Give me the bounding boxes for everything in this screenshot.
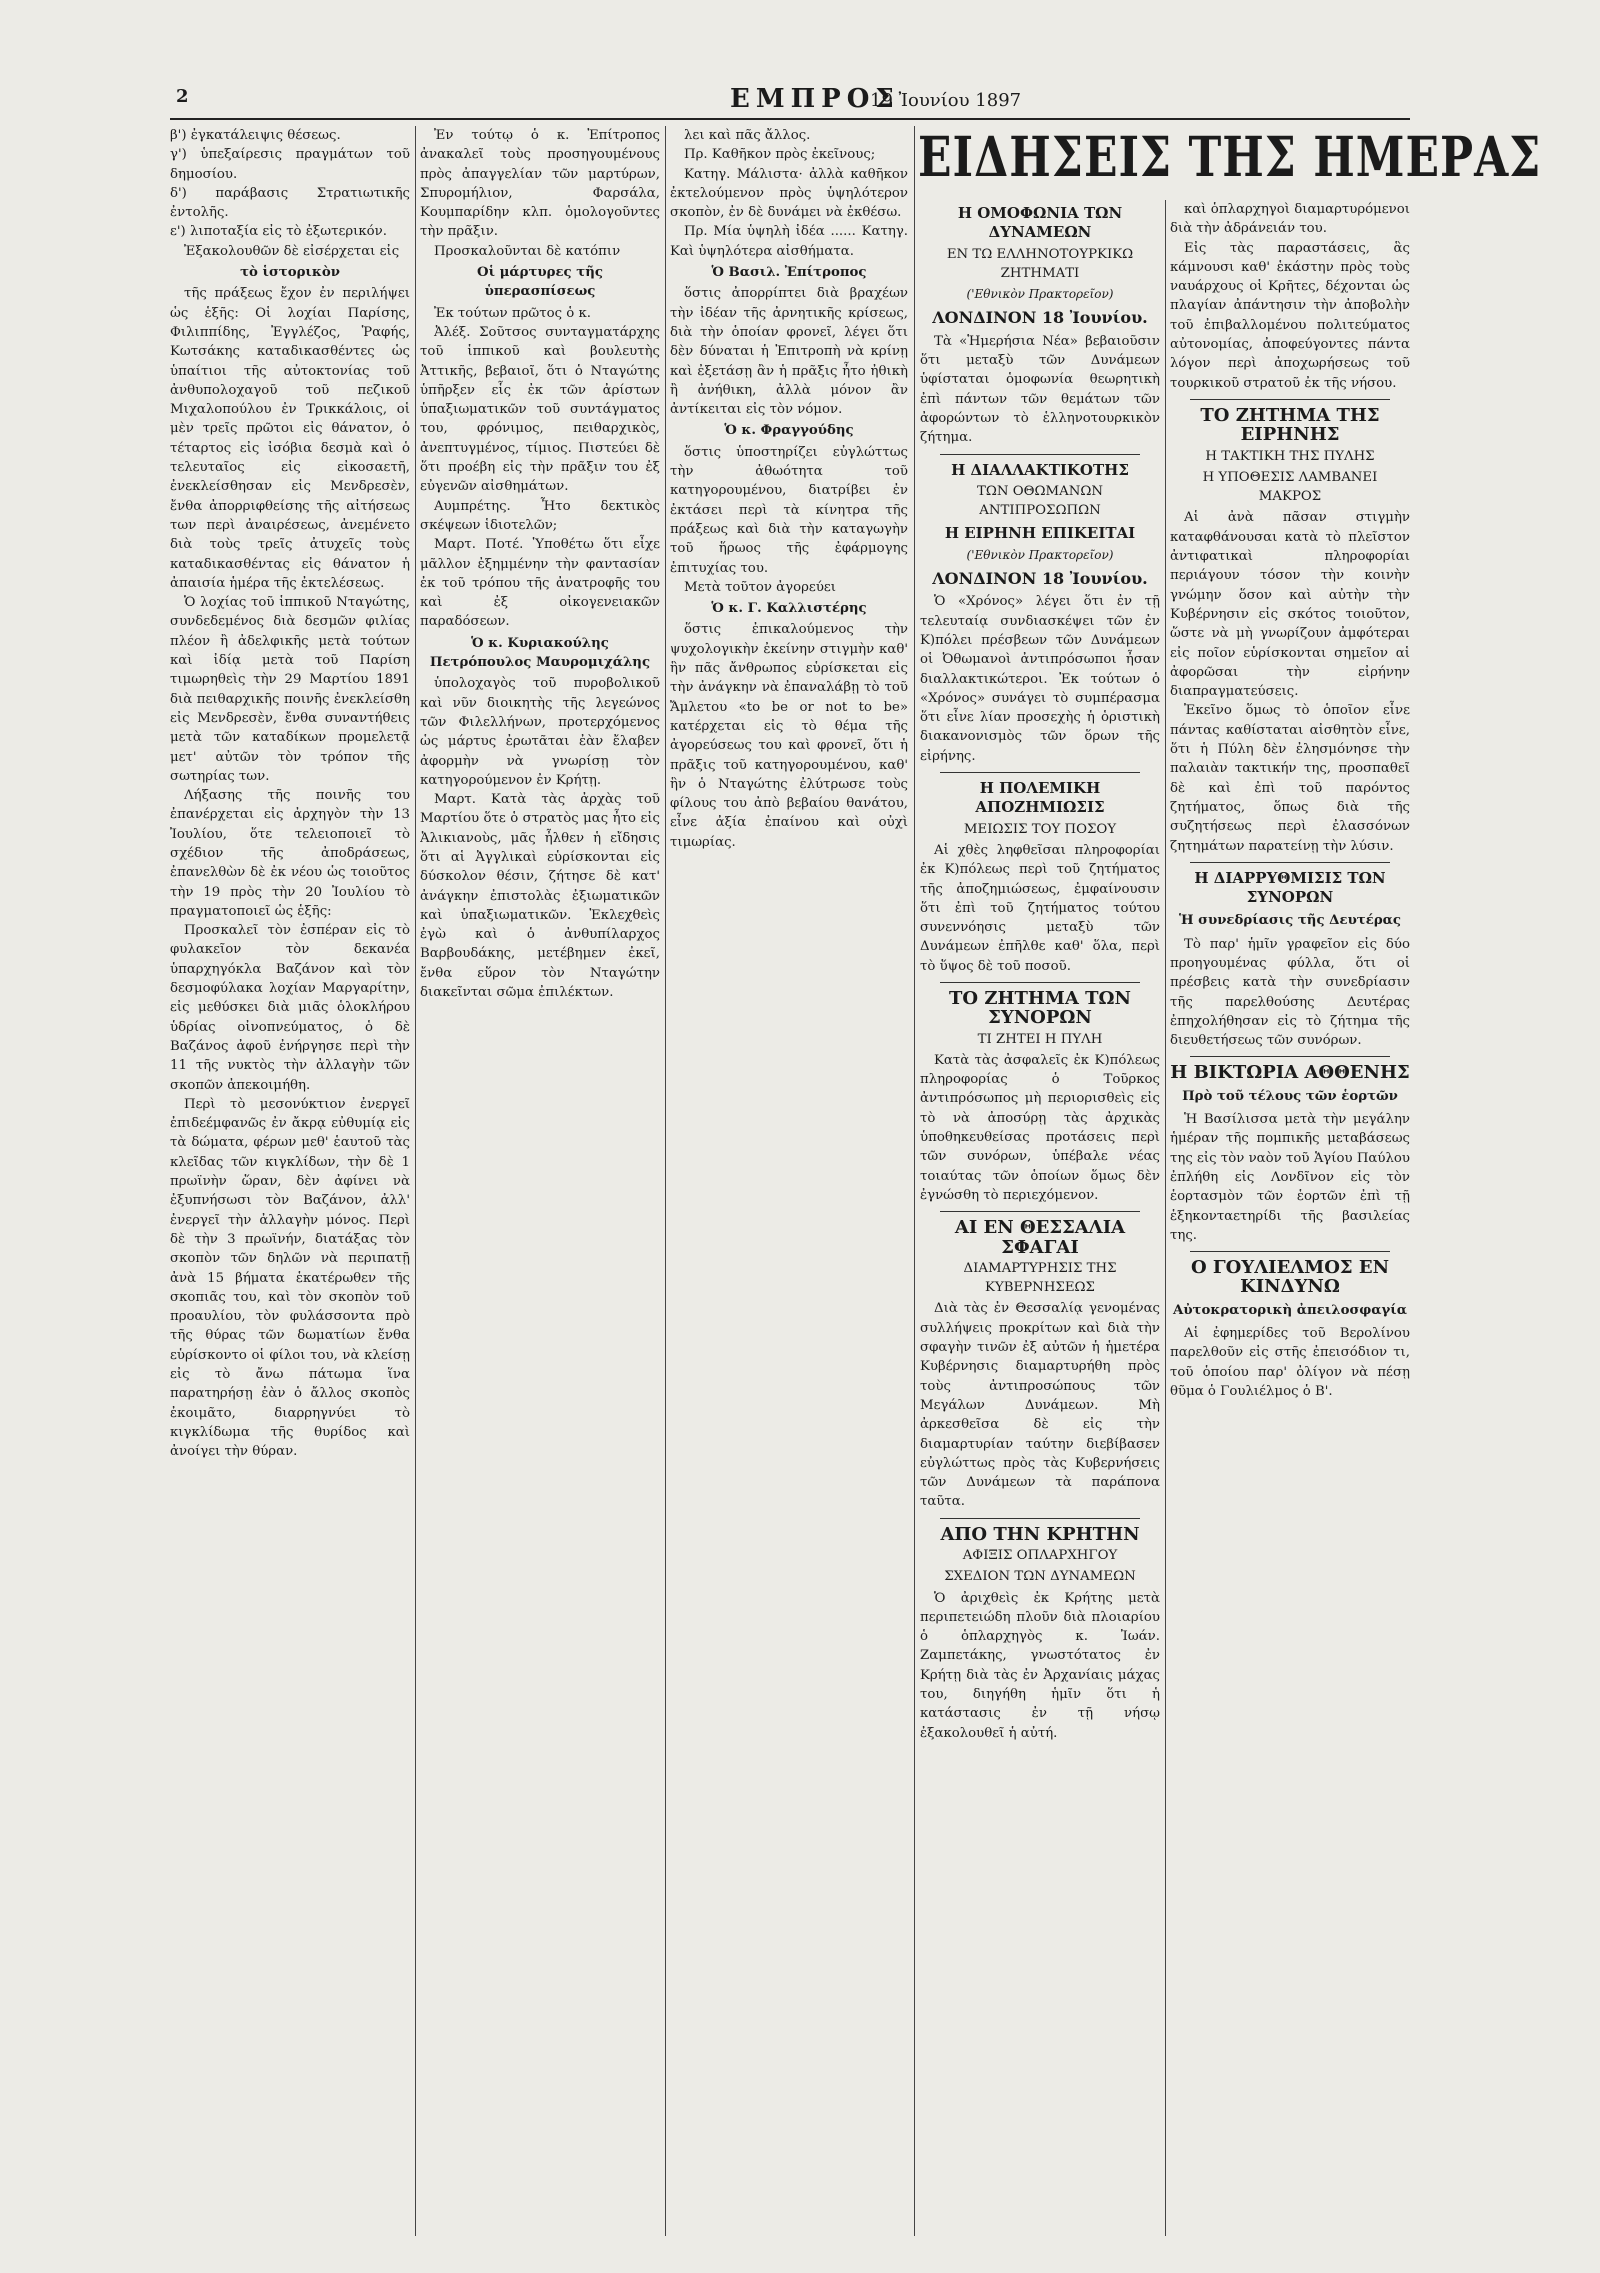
paragraph: Πρ. Καθῆκον πρὸς ἐκεῖνους; bbox=[684, 147, 876, 163]
paragraph: Κατηγ. Μάλιστα· ἀλλὰ καθῆκον ἐκτελούμενον πρὸς ὑψηλότερον σκοπὸν, ἐν δὲ δυνάμει νὰ ἐκθέσω. bbox=[670, 166, 908, 221]
news-body: καὶ ὁπλαρχηγοὶ διαμαρτυρόμενοι διὰ τὴν ἀδράνειάν του. bbox=[1170, 202, 1410, 237]
column-5 bbox=[1170, 200, 1410, 2236]
section-heading: Ὁ κ. Γ. Καλλιστέρης bbox=[711, 601, 867, 617]
divider bbox=[1190, 399, 1390, 400]
news-heading: Η ΠΟΛΕΜΙΚΗ ΑΠΟΖΗΜΙΩΣΙΣ bbox=[975, 779, 1105, 817]
news-body: Αἱ χθὲς ληφθεῖσαι πληροφορίαι ἐκ Κ)πόλεως περὶ τοῦ ζητήματος τῆς ἀποζημιώσεως, ἐμφαίνουσιν ὅτι ἐπὶ τοῦ ζητήματος τούτου συνεννόησις μεταξὺ τῶν Δυνάμεων ἐπῆλθε καθ' ὅλα, περὶ τὸ ὕψος δὲ τοῦ ποσοῦ. bbox=[920, 842, 1160, 974]
paragraph: Ἐν τούτῳ ὁ κ. Ἐπίτροπος ἀνακαλεῖ τοὺς προσηγουμένους πρὸς ἀπαγγελίαν τῶν μαρτύρων, Σπυρομήλιον, Φαρσάλα, Κουμπαρίδην κλπ. ὁμολογοῦντες τὴν πρᾶξιν. bbox=[420, 128, 660, 240]
paragraph: Προσκαλεῖ τὸν ἐσπέραν εἰς τὸ φυλακεῖον τὸν δεκανέα ὑπαρχηγόκλα Βαζάνον καὶ τὸν δεσμοφύλακα λοχίαν Μαργαρίτην, εἰς μεθύσκει διὰ μιᾶς ὁλοκλήρου ὑδρίας οἰνοπνεύματος, ὁ δὲ Βαζάνος ἀφοῦ ἐνήργησε περὶ τὴν 11 τῆς νυκτὸς τὴν ἀλλαγὴν τῶν σκοπῶν ἀπεκοιμήθη. bbox=[170, 923, 410, 1093]
news-heading: ΑΠΟ ΤΗΝ ΚΡΗΤΗΝ bbox=[940, 1523, 1140, 1545]
news-source: ('Εθνικὸν Πρακτορεῖον) bbox=[966, 547, 1114, 562]
page-number: 2 bbox=[176, 86, 189, 107]
news-heading: ΤΟ ΖΗΤΗΜΑ ΤΩΝ ΣΥΝΟΡΩΝ bbox=[949, 987, 1131, 1029]
masthead bbox=[170, 84, 1410, 114]
header-rule bbox=[170, 118, 1410, 120]
news-source: ('Εθνικὸν Πρακτορεῖον) bbox=[966, 287, 1114, 302]
column-divider bbox=[914, 126, 915, 2236]
column-4 bbox=[920, 200, 1160, 2236]
news-body: Τὸ παρ' ἡμῖν γραφεῖον εἰς δύο προηγουμένας φύλλα, ὅτι οἱ πρέσβεις κατὰ τὴν συνεδρίασιν τῆς παρελθούσης Δευτέρας ἐπηχολήθησαν εἰς τὸ ζήτημα τῆς διευθετήσεως τῶν συνόρων. bbox=[1170, 936, 1410, 1049]
paragraph: Ὁ λοχίας τοῦ ἱππικοῦ Νταγώτης, συνδεδεμένος διὰ δεσμῶν φιλίας πλέον ἢ ἀδελφικῆς μετὰ τούτων καὶ ἰδίᾳ μετὰ τοῦ Παρίση τιμωρηθεὶς τὴν 29 Μαρτίου 1891 διὰ πειθαρχικῆς ποινῆς ἐνεκλείσθη εἰς Μενδρεσὲν, ἔνθα συναντήθεις μετὰ τῶν καταδίκων προμελετᾷ μετ' αὐτῶν τὸν τρόπον τῆς σωτηρίας των. bbox=[170, 595, 410, 784]
news-subheading: ΑΦΙΞΙΣ ΟΠΛΑΡΧΗΓΟΥ bbox=[962, 1548, 1118, 1563]
column-3 bbox=[670, 126, 908, 2236]
news-heading: Η ΟΜΟΦΩΝΙΑ ΤΩΝ ΔΥΝΑΜΕΩΝ bbox=[957, 204, 1123, 242]
news-body: Διὰ τὰς ἐν Θεσσαλίᾳ γενομένας συλλήψεις προκρίτων καὶ διὰ τὴν σφαγὴν τινῶν ἐξ αὐτῶν ἡ ἡμετέρα Κυβέρνησις διαμαρτυρήθη πρὸς τοὺς ἀντιπροσώπους τῶν Μεγάλων Δυνάμεων. Μὴ ἀρκεσθεῖσα δὲ εἰς τὴν διαμαρτυρίαν ταύτην διεβίβασεν εὐγλώττως πρὸς τὰς Κυβερνήσεις τῶν Δυνάμεων τὰ παράπονα ταῦτα. bbox=[920, 1301, 1160, 1510]
paragraph: Προσκαλοῦνται δὲ κατόπιν bbox=[434, 243, 621, 259]
divider bbox=[940, 982, 1140, 983]
news-subheading: ΣΧΕΔΙΟΝ ΤΩΝ ΔΥΝΑΜΕΩΝ bbox=[944, 1569, 1136, 1585]
column-1 bbox=[170, 126, 410, 2236]
paragraph: Περὶ τὸ μεσονύκτιον ἐνεργεῖ ἐπιδεέμφανῶς ἐν ἄκρᾳ εὐθυμίᾳ εἰς τὰ δώματα, φέρων μεθ' ἑαυτοῦ τὰς κλεῖδας τῶν κιγκλίδων, τὴν δὲ 1 πρωϊνὴν ὥραν, δὲν ἀφίνει νὰ ἐξυπνήσωσι τὸν Βαζάνον, ἀλλ' ἐνεργεῖ τὴν ἀλλαγὴν μόνος. Περὶ δὲ τὴν 3 πρωϊνήν, διατάξας τὸν σκοπὸν τῶν δηλῶν νὰ περιπατῇ ἀνὰ 15 βήματα ἑκατέρωθεν τῆς σκοπιᾶς του, καὶ τὸν σκοπὸν τοῦ προαυλίου, τὸν φυλάσσοντα πρὸ τῆς θύρας τῶν δωματίων ἔνθα εὑρίσκοντο οἱ φίλοι του, νὰ κλείσῃ εἰς τὸ ἄνω πάτωμα ἵνα παρατηρήσῃ ἐὰν ὁ ἄλλος σκοπὸς ἐκοιμᾶτο, διαρρηγνύει τὸ κιγκλίδωμα τῆς θυρίδος καὶ ἀνοίγει τὴν θύραν. bbox=[170, 1096, 410, 1460]
news-body: Ὁ «Χρόνος» λέγει ὅτι ἐν τῇ τελευταίᾳ συνδιασκέψει τῶν ἐν Κ)πόλει πρέσβεων τῶν Δυνάμεων οἱ Ὀθωμανοὶ ἀντιπρόσωποι ἦσαν διαλλακτικώτεροι. Ἐκ τούτων ὁ «Χρόνος» συνάγει τὸ συμπέρασμα ὅτι εἶνε λίαν προσεχὴς ἡ ὁριστικὴ διακανονισμὸς τῶν ὅρων τῆς εἰρήνης. bbox=[920, 594, 1160, 764]
news-subheading: Ἡ συνεδρίασις τῆς Δευτέρας bbox=[1178, 913, 1402, 929]
news-body: Ὁ ἀριχθεὶς ἐκ Κρήτης μετὰ περιπετειώδη πλοῦν διὰ πλοιαρίου ὁ ὁπλαρχηγὸς κ. Ἰωάν. Ζαμπετάκης, γνωστότατος ἐν Κρήτῃ διὰ τὰς ἐν Ἀρχανίαις μάχας του, διηγήθη ἡμῖν ὅτι ἡ κατάστασις ἐν τῇ νήσῳ ἐξακολουθεῖ ἡ αὐτή. bbox=[920, 1590, 1160, 1741]
intro-line: γ') ὑπεξαίρεσις πραγμάτων τοῦ δημοσίου. bbox=[170, 147, 410, 182]
divider bbox=[1190, 862, 1390, 863]
issue-date: 19 Ἰουνίου 1897 bbox=[870, 90, 1022, 111]
paragraph: Ἐξακολουθῶν δὲ εἰσέρχεται εἰς bbox=[184, 243, 400, 259]
section-heading: Ὁ Βασιλ. Ἐπίτροπος bbox=[711, 265, 867, 281]
news-heading: ΑΙ ΕΝ ΘΕΣΣΑΛΙΑ ΣΦΑΓΑΙ bbox=[954, 1217, 1126, 1258]
section-heading: Ὁ κ. Κυριακούλης Πετρόπουλος Μαυρομιχάλης bbox=[429, 635, 651, 671]
newspaper-title: ΕΜΠΡΟΣ bbox=[730, 84, 900, 114]
news-body: Ἡ Βασίλισσα μετὰ τὴν μεγάλην ἡμέραν τῆς πομπικῆς μεταβάσεως της εἰς τὸν ναὸν τοῦ Ἁγίου Παύλου ἐπλήθη εἰς Λονδῖνον εἰς τὸν ἑορτασμὸν τῶν ἑορτῶν ἐπὶ τῇ ἑξηκονταετηρίδι τῆς βασιλείας της. bbox=[1170, 1112, 1410, 1243]
intro-line: δ') παράβασις Στρατιωτικῆς ἐντολῆς. bbox=[170, 185, 410, 221]
news-body: Κατὰ τὰς ἀσφαλεῖς ἐκ Κ)πόλεως πληροφορίας ὁ Τοῦρκος ἀντιπρόσωπος μὴ περιορισθεὶς εἰς τὸ νὰ ἀποσύρῃ τὰς ἀρχικὰς ὑποθηκευθείσας προτάσεις περὶ τῶν συνόρων, ὑπέβαλε νέας τοιαύτας τῶν ὁποίων ὅμως δὲν ἐγνώσθη τὸ περιεχόμενον. bbox=[920, 1052, 1160, 1203]
divider bbox=[940, 1211, 1140, 1212]
paragraph: ὅστις ὑποστηρίζει εὐγλώττως τὴν ἀθωότητα τοῦ κατηγορουμένου, διατρίβει ἐν ἐκτάσει περὶ τὰ κίνητρα τῆς πράξεως καὶ διὰ τὴν καταγωγὴν τοῦ ἥρωος τῆς ἐφάρμογης ἐπιτυχίας του. bbox=[670, 444, 908, 576]
paragraph: Μαρτ. Ποτέ. Ὑποθέτω ὅτι εἶχε μᾶλλον ἐξημμένην τὴν φαντασίαν ἐκ τοῦ τρόπου τῆς ἀνατροφῆς του καὶ ἐξ οἰκογενειακῶν παραδόσεων. bbox=[420, 537, 660, 630]
news-body: Τὰ «Ἡμερήσια Νέα» βεβαιοῦσιν ὅτι μεταξὺ τῶν Δυνάμεων ὑφίσταται ὁμοφωνία θεωρητικὴ ἐπὶ πάντων τῶν θεμάτων τῶν ἀφορώντων τὸ ἑλληνοτουρκικὸν ζήτημα. bbox=[920, 333, 1160, 446]
divider bbox=[1190, 1056, 1390, 1057]
section-heading: Οἱ μάρτυρες τῆς ὑπερασπίσεως bbox=[477, 265, 603, 300]
paragraph: Αυμπρέτης. Ἦτο δεκτικὸς σκέψεων ἱδιοτελῶν; bbox=[420, 498, 660, 533]
divider bbox=[940, 772, 1140, 773]
column-divider bbox=[665, 126, 666, 2236]
column-divider bbox=[1165, 200, 1166, 2236]
news-body: Εἰς τὰς παραστάσεις, ἃς κάμνουσι καθ' ἑκάστην πρὸς τοὺς ναυάρχους οἱ Κρῆτες, δέχονται ὡς πλαγίαν ἀπάντησιν τὴν ἀποβολὴν τοῦ ἐπιβαλλομένου πολιτεύματος αὐτονομίας, ἀποφεύγοντες πάντα λόγον περὶ ἀποχωρήσεως τοῦ τουρκικοῦ στρατοῦ ἐκ τῆς νήσου. bbox=[1170, 240, 1410, 391]
paragraph: ὑπολοχαγὸς τοῦ πυροβολικοῦ καὶ νῦν διοικητὴς τῆς λεγεώνος τῶν Φιλελλήνων, προτερχόμενος ὡς μάρτυς ἐρωτᾶται ἐὰν ἔλαβεν ἀφορμὴν νὰ γνωρίσῃ τὸν κατηγορούμενον ἐν Κρήτῃ. bbox=[420, 676, 660, 788]
intro-line: β') ἐγκατάλειψις θέσεως. bbox=[170, 128, 341, 143]
intro-line: ε') λιποταξία εἰς τὸ ἐξωτερικόν. bbox=[170, 224, 387, 240]
news-subheading: Η ΥΠΟΘΕΣΙΣ ΛΑΜΒΑΝΕΙ ΜΑΚΡΟΣ bbox=[1202, 469, 1378, 505]
paragraph: Πρ. Μία ὑψηλὴ ἰδέα ...... Κατηγ. Καὶ ὑψηλότερα αἰσθήματα. bbox=[670, 224, 908, 259]
paragraph: Λήξασης τῆς ποινῆς του ἐπανέρχεται εἰς ἀρχηγὸν τὴν 13 Ἰουλίου, ὅτε τελειοποιεῖ τὸ σχέδιον τῆς ἀποδράσεως, ἐπανελθὼν δὲ ἐκ νέου ὡς τοιοῦτος τὴν 19 πρὸς τὴν 20 Ἰουλίου τὸ πραγματοποιεῖ ὡς ἑξῆς: bbox=[170, 788, 410, 919]
news-heading: ΤΟ ΖΗΤΗΜΑ ΤΗΣ ΕΙΡΗΝΗΣ bbox=[1200, 404, 1380, 446]
section-heading: τὸ ἱστορικὸν bbox=[240, 265, 340, 281]
news-body: Ἐκεῖνο ὅμως τὸ ὁποῖον εἶνε πάντας καθίσταται αἰσθητὸν εἶνε, ὅτι ἡ Πύλη δὲν ἐλησμόνησε τὴν παλαιὰν τακτικήν της, προσπαθεῖ δὲ καὶ ἐπὶ τοῦ παρόντος ζητήματος, ὅπως διὰ τῆς συζητήσεως περὶ ἐλασσόνων ζητημάτων παρατείνῃ τὴν λύσιν. bbox=[1170, 703, 1410, 854]
news-subheading: Η ΤΑΚΤΙΚΗ ΤΗΣ ΠΥΛΗΣ bbox=[1205, 448, 1375, 464]
news-heading: Η ΕΙΡΗΝΗ ΕΠΙΚΕΙΤΑΙ bbox=[944, 524, 1136, 543]
divider bbox=[940, 454, 1140, 455]
news-subheading: Αὐτοκρατορικὴ ἀπειλοσφαγία bbox=[1173, 1302, 1407, 1318]
news-heading: Ο ΓΟΥΛΙΕΛΜΟΣ ΕΝ ΚΙΝΔΥΝΩ bbox=[1190, 1257, 1390, 1298]
paragraph: Ἐκ τούτων πρῶτος ὁ κ. bbox=[434, 305, 592, 321]
paragraph: ὅστις ἀπορρίπτει διὰ βραχέων τὴν ἰδέαν τῆς ἀρνητικῆς κρίσεως, διὰ τὴν ὁποίαν φρονεῖ, λέγει ὅτι δὲν δύναται ἡ Ἐπιτροπὴ νὰ κρίνῃ καὶ ἐξετάσῃ ἂν ἡ πρᾶξις ἦτο ἠθικὴ ἢ ἀνήθικη, ἀλλὰ μόνον ἂν ἀντίκειται εἰς τὸν νόμον. bbox=[670, 286, 908, 418]
section-heading: Ὁ κ. Φραγγούδης bbox=[724, 423, 854, 439]
news-subheading: ΜΕΙΩΣΙΣ ΤΟΥ ΠΟΣΟΥ bbox=[963, 821, 1117, 837]
divider bbox=[940, 1518, 1140, 1519]
paragraph: Ἀλέξ. Σοῦτσος συνταγματάρχης τοῦ ἱππικοῦ καὶ βουλευτὴς Ἀττικῆς, βεβαιοῖ, ὅτι ὁ Νταγώτης ὑπῆρξεν εἷς ἐκ τῶν ἀρίστων ὑπαξιωματικῶν τοῦ συντάγματος του, φρόνιμος, πειθαρχικὸς, ἀνεπτυγμένος, τίμιος. Πιστεύει δὲ ὅτι προέβη εἰς τὴν πρᾶξιν του ἐξ εὐγενῶν αἰσθημάτων. bbox=[420, 324, 660, 495]
news-body: Αἱ ἀνὰ πᾶσαν στιγμὴν καταφθάνουσαι κατὰ τὸ πλεῖστον ἀντιφατικαὶ πληροφορίαι περιάγουν τόσον τὴν κοινὴν γνώμην ὅσον καὶ αὐτὴν τὴν Κυβέρνησιν εἰς σκότος τοιοῦτον, ὥστε νὰ μὴ γνωρίζουν ἀμφότεραι εἰς ποῖον εὑρίσκονται σημεῖον αἱ ἀφορῶσαι τὴν εἰρήνην διαπραγματεύσεις. bbox=[1170, 510, 1410, 700]
news-body: Αἱ ἐφημερίδες τοῦ Βερολίνου παρελθοῦν εἰς στῆς ἐπεισόδιον τι, τοῦ ὁποίου παρ' ὀλίγον νὰ πέσῃ θῦμα ὁ Γουλιέλμος ὁ Β'. bbox=[1170, 1326, 1410, 1399]
paragraph: Μετὰ τοῦτον ἀγορεύει bbox=[684, 579, 837, 595]
paragraph: τῆς πράξεως ἔχον ἐν περιλήψει ὡς ἑξῆς: Οἱ λοχίαι Παρίσης, Φιλιππίδης, Ἐγγλέζος, Ῥαφής, Κωτσάκης καταδικασθέντες ὡς ὑπαίτιοι τῆς αὐτοκτονίας τοῦ ἀνθυπολοχαγοῦ τοῦ πεζικοῦ Μιχαλοπούλου ἐν Τρικκάλοις, οἱ μὲν τρεῖς πρῶτοι εἰς θάνατον, ὁ τέταρτος εἰς ἰσόβια δεσμὰ καὶ ὁ τελευταῖος εἰς εἰκοσαετῆ, ἐνεκλείσθησαν εἰς Μενδρεσὲν, ἔνθα ἀπορριφθείσης τῆς αἰτήσεως των περὶ ἀναιρέσεως, ἀνεμένετο διὰ τοὺς τρεῖς ἀτυχεῖς τοὺς καταδικασθέντας εἰς θάνατον ἡ ἀπαισία ἡμέρα τῆς ἐκτελέσεως. bbox=[170, 286, 410, 591]
paragraph: Μαρτ. Κατὰ τὰς ἀρχὰς τοῦ Μαρτίου ὅτε ὁ στρατὸς μας ἦτο εἰς Ἀλικιανοὺς, μᾶς ἦλθεν ἡ εἴδησις ὅτι αἱ Ἀγγλικαὶ εὑρίσκονται εἰς δύσκολον θέσιν, ζήτησε δὲ κατ' ἀνάγκην ἐπιστολὰς ἐξιωματικῶν καὶ ὑπαξιωματικῶν. Ἐκλεχθεὶς ἐγὼ καὶ ὁ ἀνθυπίλαρχος Βαρβουδάκης, μετέβημεν ἐκεῖ, ἔνθα εὕρον τὸν Νταγώτην διακεῖνται σῶμα ἐπιλέκτων. bbox=[420, 792, 660, 1001]
divider bbox=[1190, 1251, 1390, 1252]
news-subheading: ΕΝ ΤΩ ΕΛΛΗΝΟΤΟΥΡΚΙΚΩ ΖΗΤΗΜΑΤΙ bbox=[946, 246, 1134, 281]
paragraph: ὅστις ἐπικαλούμενος τὴν ψυχολογικὴν ἐκείνην στιγμὴν καθ' ἣν πᾶς ἄνθρωπος εὑρίσκεται εἰς τὴν ἀνάγκην νὰ ἐπαναλάβῃ τὸ τοῦ Ἄμλετου «to be or not to be» κατέρχεται εἰς τὸ θέμα τῆς ἀγορεύσεως του καὶ φρονεῖ, ὅτι ἡ πρᾶξις τοῦ κατηγορουμένου, καθ' ἣν ὁ Νταγώτης ἐλύτρωσε τοὺς φίλους του ἀπὸ βεβαίου θανάτου, εἶνε ἀξία ἐπαίνου καὶ οὐχὶ τιμωρίας. bbox=[670, 622, 908, 850]
news-dateline: ΛΟΝΔΙΝΟΝ 18 Ἰουνίου. bbox=[932, 308, 1148, 328]
news-dateline: ΛΟΝΔΙΝΟΝ 18 Ἰουνίου. bbox=[932, 569, 1148, 589]
news-heading: Η ΒΙΚΤΩΡΙΑ ΑΘΘΕΝΗΣ bbox=[1170, 1062, 1410, 1084]
news-heading: Η ΔΙΑΡΡΥΘΜΙΣΙΣ ΤΩΝ ΣΥΝΟΡΩΝ bbox=[1194, 868, 1386, 907]
news-subheading: ΤΙ ΖΗΤΕΙ Η ΠΥΛΗ bbox=[977, 1031, 1103, 1047]
column-2 bbox=[420, 126, 660, 2236]
news-subheading: ΤΩΝ ΟΘΩΜΑΝΩΝ ΑΝΤΙΠΡΟΣΩΠΩΝ bbox=[976, 483, 1104, 519]
news-subheading: Πρὸ τοῦ τέλους τῶν ἑορτῶν bbox=[1182, 1088, 1398, 1104]
news-subheading: ΔΙΑΜΑΡΤΥΡΗΣΙΣ ΤΗΣ ΚΥΒΕΡΝΗΣΕΩΣ bbox=[963, 1260, 1117, 1296]
news-main-title: ΕΙΔΗΣΕΙΣ ΤΗΣ ΗΜΕΡΑΣ bbox=[918, 126, 1542, 190]
column-divider bbox=[415, 126, 416, 2236]
news-heading: Η ΔΙΑΛΛΑΚΤΙΚΟΤΗΣ bbox=[951, 460, 1129, 479]
paragraph: λει καὶ πᾶς ἄλλος. bbox=[684, 128, 811, 143]
